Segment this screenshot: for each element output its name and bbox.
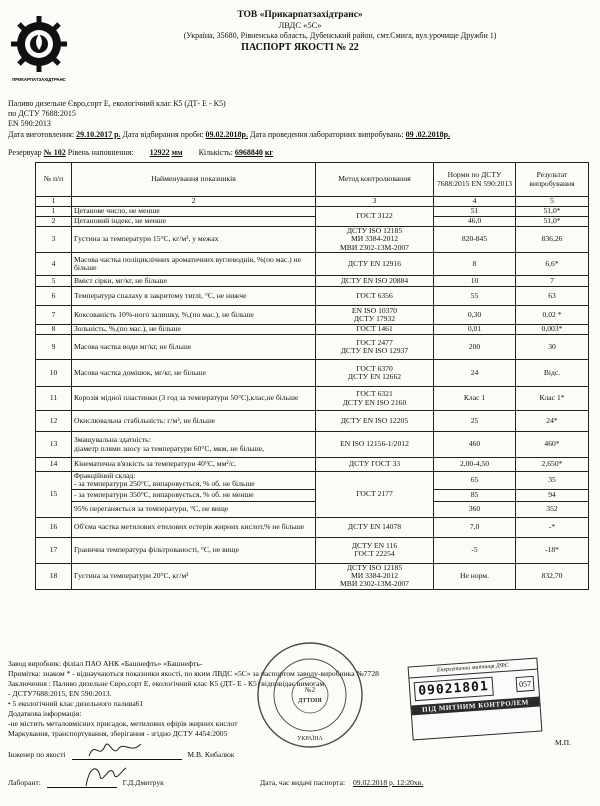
table-cell-method: ГОСТ 6321 ДСТУ EN ISO 2160 xyxy=(316,387,434,411)
table-cell-name: Фракційний склад: - за температури 250°С, випаровується, % об. не більше xyxy=(72,472,316,490)
made-date-value: 29.10.2017 р. xyxy=(76,130,121,139)
table-cell-norm: 24 xyxy=(434,360,516,387)
table-row xyxy=(36,306,589,325)
level-value: 12922 xyxy=(149,148,170,157)
table-cell-result: 24* xyxy=(516,411,589,432)
company-name: ТОВ «Прикарпатзахідтранс» xyxy=(237,10,363,20)
customs-stamp-number: 09021801 xyxy=(414,677,494,701)
table-header-row xyxy=(36,163,589,197)
table-row xyxy=(36,387,589,411)
table-cell-number: 7 xyxy=(36,306,72,325)
table-cell-name: Цетановий індекс, не менше xyxy=(72,217,316,227)
extra-info-1: -не містить металовмісних присадок, метилових ефірів жирних кислот xyxy=(8,719,238,728)
table-cell-number: 11 xyxy=(36,387,72,411)
table-cell-result: 30 xyxy=(516,335,589,360)
extra-info-label: Додаткова інформація: xyxy=(8,709,82,718)
table-cell-number: 13 xyxy=(36,432,72,458)
table-cell-result: 51,0* xyxy=(516,217,589,227)
table-row xyxy=(36,276,589,287)
table-cell-norm: 51 xyxy=(434,207,516,217)
table-cell-number: 3 xyxy=(36,227,72,253)
table-cell-method: ГОСТ 6370 ДСТУ EN 12662 xyxy=(316,360,434,387)
table-cell-norm: Клас 1 xyxy=(434,387,516,411)
table-row xyxy=(36,563,589,589)
table-cell-name: Зольність, %,(по мас.), не більше xyxy=(72,325,316,335)
table-cell-norm: 2,00-4,50 xyxy=(434,458,516,472)
table-cell-norm: 8 xyxy=(434,253,516,276)
logo-text: ПРИКАРПАТЗАХІДТРАНС xyxy=(12,77,66,82)
table-cell-name: Масова частка поліциклічних ароматичних вуглеводнів, %(по мас.) не більше xyxy=(72,253,316,276)
maker-line: Завод виробник: філіал ПАО АНК «Башнефть» «Башнефть- xyxy=(8,659,203,668)
table-cell-name: Густина за температури 20°С, кг/м³ xyxy=(72,563,316,589)
table-row xyxy=(36,335,589,360)
table-cell-norm: 7,0 xyxy=(434,517,516,537)
table-cell-result: -* xyxy=(516,517,589,537)
stamp-center-text: ДТТОІЯ xyxy=(298,698,322,704)
table-cell-method: ГОСТ 2177 xyxy=(316,472,434,518)
table-cell-number: 1 xyxy=(36,207,72,217)
issue-label: Дата, час видачі паспорта: xyxy=(260,778,346,787)
table-cell-norm: 25 xyxy=(434,411,516,432)
table-cell-number: 18 xyxy=(36,563,72,589)
sample-date-label: Дата відбирання проби: xyxy=(122,130,204,139)
table-cell-method: EN ISO 10370 ДСТУ 17932 xyxy=(316,306,434,325)
table-row xyxy=(36,253,589,276)
product-standard: по ДСТУ 7688:2015 xyxy=(8,109,76,118)
table-cell-result: 7 xyxy=(516,276,589,287)
conclusion-line-2: - ДСТУ7688:2015, EN 590:2013. xyxy=(8,689,112,698)
table-cell-result: 0,003* xyxy=(516,325,589,335)
table-cell-result: 6,6* xyxy=(516,253,589,276)
table-cell-result: 35 xyxy=(516,472,589,490)
table-cell-norm: 200 xyxy=(434,335,516,360)
table-cell-name: Цетанове число, не менше xyxy=(72,207,316,217)
table-cell-method: ДСТУ EN ISO 20884 xyxy=(316,276,434,287)
table-cell-number: 8 xyxy=(36,325,72,335)
col-header-norm: Норми по ДСТУ 7688:2015 EN 590:2013 xyxy=(434,163,516,197)
table-row xyxy=(36,360,589,387)
col-header-method: Метод контролювання xyxy=(316,163,434,197)
stamp-number: №2 xyxy=(304,686,316,694)
table-row xyxy=(36,411,589,432)
dates-line xyxy=(8,130,450,139)
table-cell-name: Вміст сірки, мг/кг, не більше xyxy=(72,276,316,287)
table-cell-number: 9 xyxy=(36,335,72,360)
conclusion-line: Заключення : Паливо дизельне Євро,сорт Е, екологічний клас К5 (ДТ- Е - К5) відповідає вимогам xyxy=(8,679,325,688)
made-date-label: Дата виготовлення: xyxy=(8,130,75,139)
table-cell-name: - за температури 350°С, випаровується, % об. не менше xyxy=(72,489,316,501)
table-cell-result: 460* xyxy=(516,432,589,458)
qty-label: Кількість: xyxy=(198,148,233,157)
table-cell-norm: 55 xyxy=(434,287,516,306)
table-cell-name: Кінематична в'язкість за температури 40°С, мм²/с, xyxy=(72,458,316,472)
table-cell-result: -18* xyxy=(516,537,589,563)
table-cell-method: ГОСТ 2477 ДСТУ EN ISO 12937 xyxy=(316,335,434,360)
table-cell-method: ДСТУ ГОСТ 33 xyxy=(316,458,434,472)
table-cell-result: 63 xyxy=(516,287,589,306)
table-cell-norm: 0,30 xyxy=(434,306,516,325)
table-cell-number: 15 xyxy=(36,472,72,518)
table-cell-method: ДСТУ EN 14078 xyxy=(316,517,434,537)
table-body xyxy=(36,207,589,590)
table-cell-name: Масова частка води мг/кг, не більше xyxy=(72,335,316,360)
level-label: Рівень наповнення: xyxy=(67,148,134,157)
colnum-2: 2 xyxy=(72,197,316,207)
table-cell-name: Гранична температура фільтрованості, °С, не вище xyxy=(72,537,316,563)
table-cell-name: Температура спалаху в закритому тиглі, °С, не нижче xyxy=(72,287,316,306)
table-row xyxy=(36,432,589,458)
table-cell-result: 94 xyxy=(516,489,589,501)
table-row xyxy=(36,501,589,517)
issue-value: 09.02.2018 р. 12:20хв. xyxy=(352,778,424,787)
laborant-name: Г.Д.Дмитрук xyxy=(122,778,164,787)
table-cell-name: 95% переганяється за температури, °С, не вище xyxy=(72,501,316,517)
extra-info-2: Маркування, транспортування, зберігання - згідно ДСТУ 4454:2005 xyxy=(8,729,228,738)
table-row xyxy=(36,472,589,490)
table-cell-method: ГОСТ 1461 xyxy=(316,325,434,335)
col-header-number: № п/п xyxy=(36,163,72,197)
table-cell-method: ДСТУ ISO 12185 МИ 3384-2012 МВИ 2302-13М-2007 xyxy=(316,563,434,589)
table-row xyxy=(36,287,589,306)
engineer-name: М.В. Кибалюк xyxy=(187,750,235,759)
colnum-3: 3 xyxy=(316,197,434,207)
lab-date-value: 09 .02.2018р. xyxy=(405,130,451,139)
table-cell-method: ДСТУ ISO 12185 МИ 3384-2012 МВИ 2302-13М-2007 xyxy=(316,227,434,253)
table-cell-name: Змащувальна здатність: діаметр плями зносу за температури 60°С, мкм, не більше, xyxy=(72,432,316,458)
note-line: Примітка: знаком * - віднаучаються показники якості, по яким ЛВДС «5С» за паспортом заводу-виробника №7728 xyxy=(8,669,379,678)
table-row xyxy=(36,537,589,563)
table-cell-number: 17 xyxy=(36,537,72,563)
tank-value: № 102 xyxy=(43,148,66,157)
product-en-standard: EN 590:2013 xyxy=(8,119,51,128)
table-cell-result: 836,26 xyxy=(516,227,589,253)
table-cell-number: 4 xyxy=(36,253,72,276)
table-cell-number: 6 xyxy=(36,287,72,306)
table-cell-norm: -5 xyxy=(434,537,516,563)
table-cell-method: ДСТУ EN 116 ГОСТ 22254 xyxy=(316,537,434,563)
company-address: (Україна, 35680, Рівненська область, Дубенський район, смт.Смига, вул.урочище Дружби 1) xyxy=(183,31,497,40)
passport-title: ПАСПОРТ ЯКОСТІ № 22 xyxy=(241,42,359,53)
station-name: ЛВДС «5С» xyxy=(278,20,322,30)
table-row xyxy=(36,489,589,501)
table-cell-result: Відс. xyxy=(516,360,589,387)
table-cell-number: 16 xyxy=(36,517,72,537)
table-cell-norm: 820-845 xyxy=(434,227,516,253)
table-row xyxy=(36,217,589,227)
table-cell-name: Об'єма частка метилових етилових естерів жирних кислот,% не більше xyxy=(72,517,316,537)
table-row xyxy=(36,207,589,217)
colnum-5: 5 xyxy=(516,197,589,207)
engineer-label: Інженер по якості xyxy=(8,750,66,759)
customs-stamp-side: 057 xyxy=(516,676,535,692)
table-cell-number: 5 xyxy=(36,276,72,287)
table-cell-norm: Не норм. xyxy=(434,563,516,589)
table-cell-method: ДСТУ EN ISO 12205 xyxy=(316,411,434,432)
table-cell-norm: 360 xyxy=(434,501,516,517)
customs-stamp-top: Енергетична митниця ДФС xyxy=(409,659,537,679)
level-unit: мм xyxy=(171,148,183,157)
table-cell-name: Коксованість 10%-ного залишку, %,(по мас.), не більше xyxy=(72,306,316,325)
qty-unit: кг xyxy=(264,148,274,157)
sample-date-value: 09.02.2018р. xyxy=(205,130,248,139)
table-cell-norm: 85 xyxy=(434,489,516,501)
table-row xyxy=(36,227,589,253)
col-header-result: Результат випробування xyxy=(516,163,589,197)
issue-line xyxy=(260,778,423,787)
table-cell-method: ГОСТ 6356 xyxy=(316,287,434,306)
qty-value: 6968840 xyxy=(234,148,263,157)
table-cell-result: Клас 1* xyxy=(516,387,589,411)
colnum-1: 1 xyxy=(36,197,72,207)
company-logo xyxy=(8,14,70,94)
table-colnum-row xyxy=(36,197,589,207)
table-cell-name: Корозія мідної пластинки (3 год за температури 50°С),клас,не більше xyxy=(72,387,316,411)
table-cell-method: ДСТУ EN 12916 xyxy=(316,253,434,276)
table-row xyxy=(36,517,589,537)
round-stamp xyxy=(255,640,365,750)
table-cell-result: 51,0* xyxy=(516,207,589,217)
table-row xyxy=(36,325,589,335)
mp-label: М.П. xyxy=(555,738,572,747)
table-cell-name: Густина за температури 15°С, кг/м³, у межах xyxy=(72,227,316,253)
tank-label: Резервуар xyxy=(8,148,42,157)
table-cell-number: 2 xyxy=(36,217,72,227)
table-cell-norm: 65 xyxy=(434,472,516,490)
table-cell-norm: 10 xyxy=(434,276,516,287)
table-cell-method: EN ISO 12156-1/2012 xyxy=(316,432,434,458)
table-cell-result: 0,02 * xyxy=(516,306,589,325)
table-cell-norm: 460 xyxy=(434,432,516,458)
customs-stamp-bottom: ПІД МИТНИМ КОНТРОЛЕМ xyxy=(411,697,539,716)
engineer-signature-scribble xyxy=(85,738,145,762)
table-cell-method: ГОСТ 3122 xyxy=(316,207,434,227)
eco-class-note: • 5 екологічний клас дизельного палива61 xyxy=(8,699,144,708)
table-cell-norm: 46,0 xyxy=(434,217,516,227)
laborant-signature-scribble xyxy=(80,760,130,790)
table-row xyxy=(36,458,589,472)
table-cell-result: 832,70 xyxy=(516,563,589,589)
table-cell-number: 10 xyxy=(36,360,72,387)
colnum-4: 4 xyxy=(434,197,516,207)
table-cell-name: Окислювальна стабільність: г/м³, не більше xyxy=(72,411,316,432)
laborant-label: Лаборант: xyxy=(8,778,41,787)
quality-table xyxy=(35,162,589,590)
table-cell-norm: 0,01 xyxy=(434,325,516,335)
col-header-name: Найменування показників xyxy=(72,163,316,197)
tank-line xyxy=(8,148,273,157)
table-cell-number: 12 xyxy=(36,411,72,432)
customs-stamp xyxy=(408,658,543,741)
table-cell-name: Масова частка домішок, мг/кг, не більше xyxy=(72,360,316,387)
table-cell-result: 352 xyxy=(516,501,589,517)
table-cell-number: 14 xyxy=(36,458,72,472)
product-name: Паливо дизельне Євро,сорт Е, екологічний клас К5 (ДТ- Е - К5) xyxy=(8,99,226,108)
stamp-country: УКРАЇНА xyxy=(297,736,323,742)
table-cell-result: 2,650* xyxy=(516,458,589,472)
lab-date-label: Дата проведення лабораторних випробувань: xyxy=(249,130,404,139)
